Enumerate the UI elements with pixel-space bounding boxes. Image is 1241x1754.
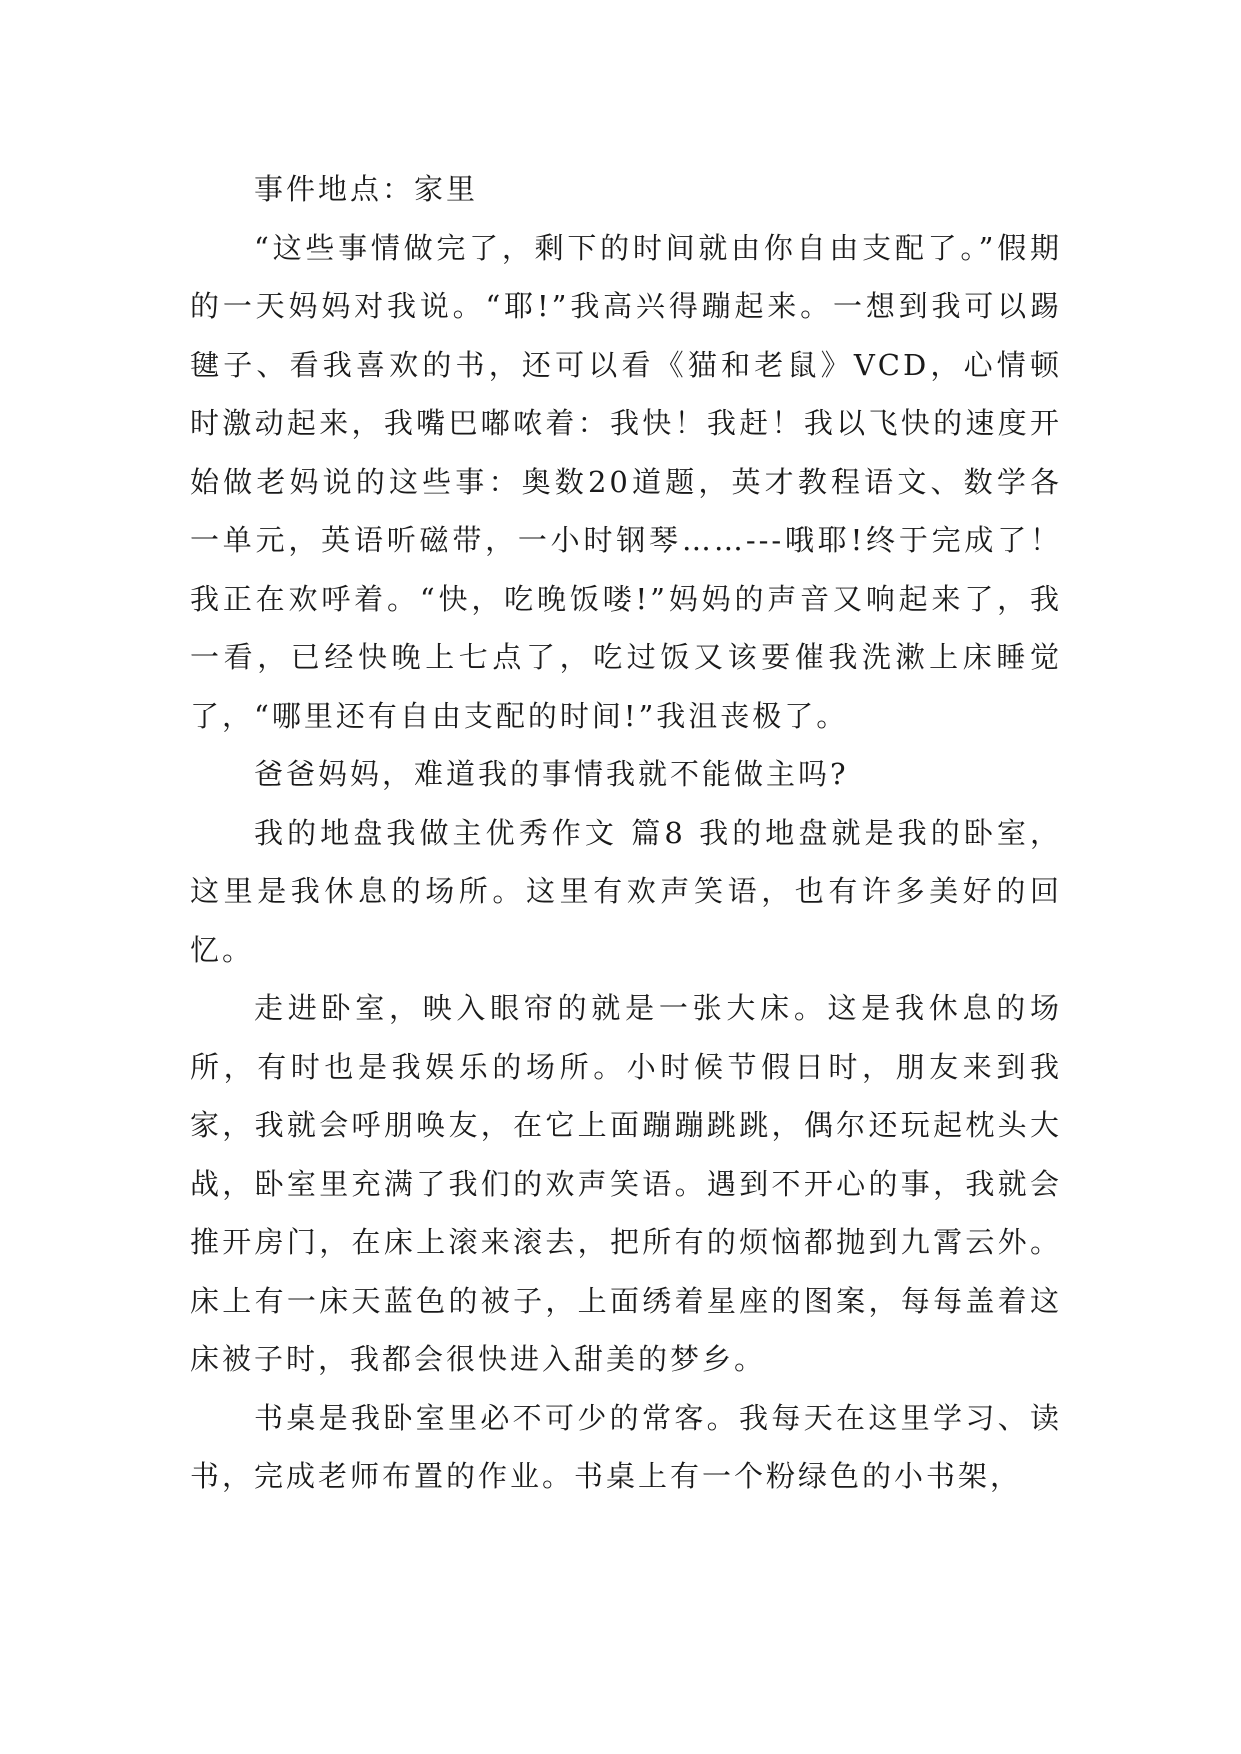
paragraph-question: 爸爸妈妈，难道我的事情我就不能做主吗?	[254, 757, 849, 791]
paragraph-essay-8-intro: 我的地盘我做主优秀作文 篇8 我的地盘就是我的卧室，这里是我休息的场所。这里有欢声笑语，也有许多美好的回忆。	[190, 815, 1062, 967]
essay-body	[190, 160, 1062, 1506]
paragraph-free-time: “这些事情做完了，剩下的时间就由你自由支配了。”假期的一天妈妈对我说。“耶!”我高兴得蹦起来。一想到我可以踢毽子、看我喜欢的书，还可以看《猫和老鼠》VCD，心情顿时激动起来，我嘴巴嘟哝着：我快！我赶！我以飞快的速度开始做老妈说的这些事：奥数20道题，英才教程语文、数学各一单元，英语听磁带，一小时钢琴……---哦耶!终于完成了！我正在欢呼着。“快，吃晚饭喽!”妈妈的声音又响起来了，我一看，已经快晚上七点了，吃过饭又该要催我洗漱上床睡觉了，“哪里还有自由支配的时间!”我沮丧极了。	[190, 230, 1062, 733]
paragraph-bed: 走进卧室，映入眼帘的就是一张大床。这是我休息的场所，有时也是我娱乐的场所。小时候节假日时，朋友来到我家，我就会呼朋唤友，在它上面蹦蹦跳跳，偶尔还玩起枕头大战，卧室里充满了我们的欢声笑语。遇到不开心的事，我就会推开房门，在床上滚来滚去，把所有的烦恼都抛到九霄云外。床上有一床天蓝色的被子，上面绣着星座的图案，每每盖着这床被子时，我都会很快进入甜美的梦乡。	[190, 991, 1062, 1376]
paragraph-desk: 书桌是我卧室里必不可少的常客。我每天在这里学习、读书，完成老师布置的作业。书桌上有一个粉绿色的小书架，	[190, 1400, 1062, 1493]
paragraph-location: 事件地点：家里	[254, 172, 479, 206]
